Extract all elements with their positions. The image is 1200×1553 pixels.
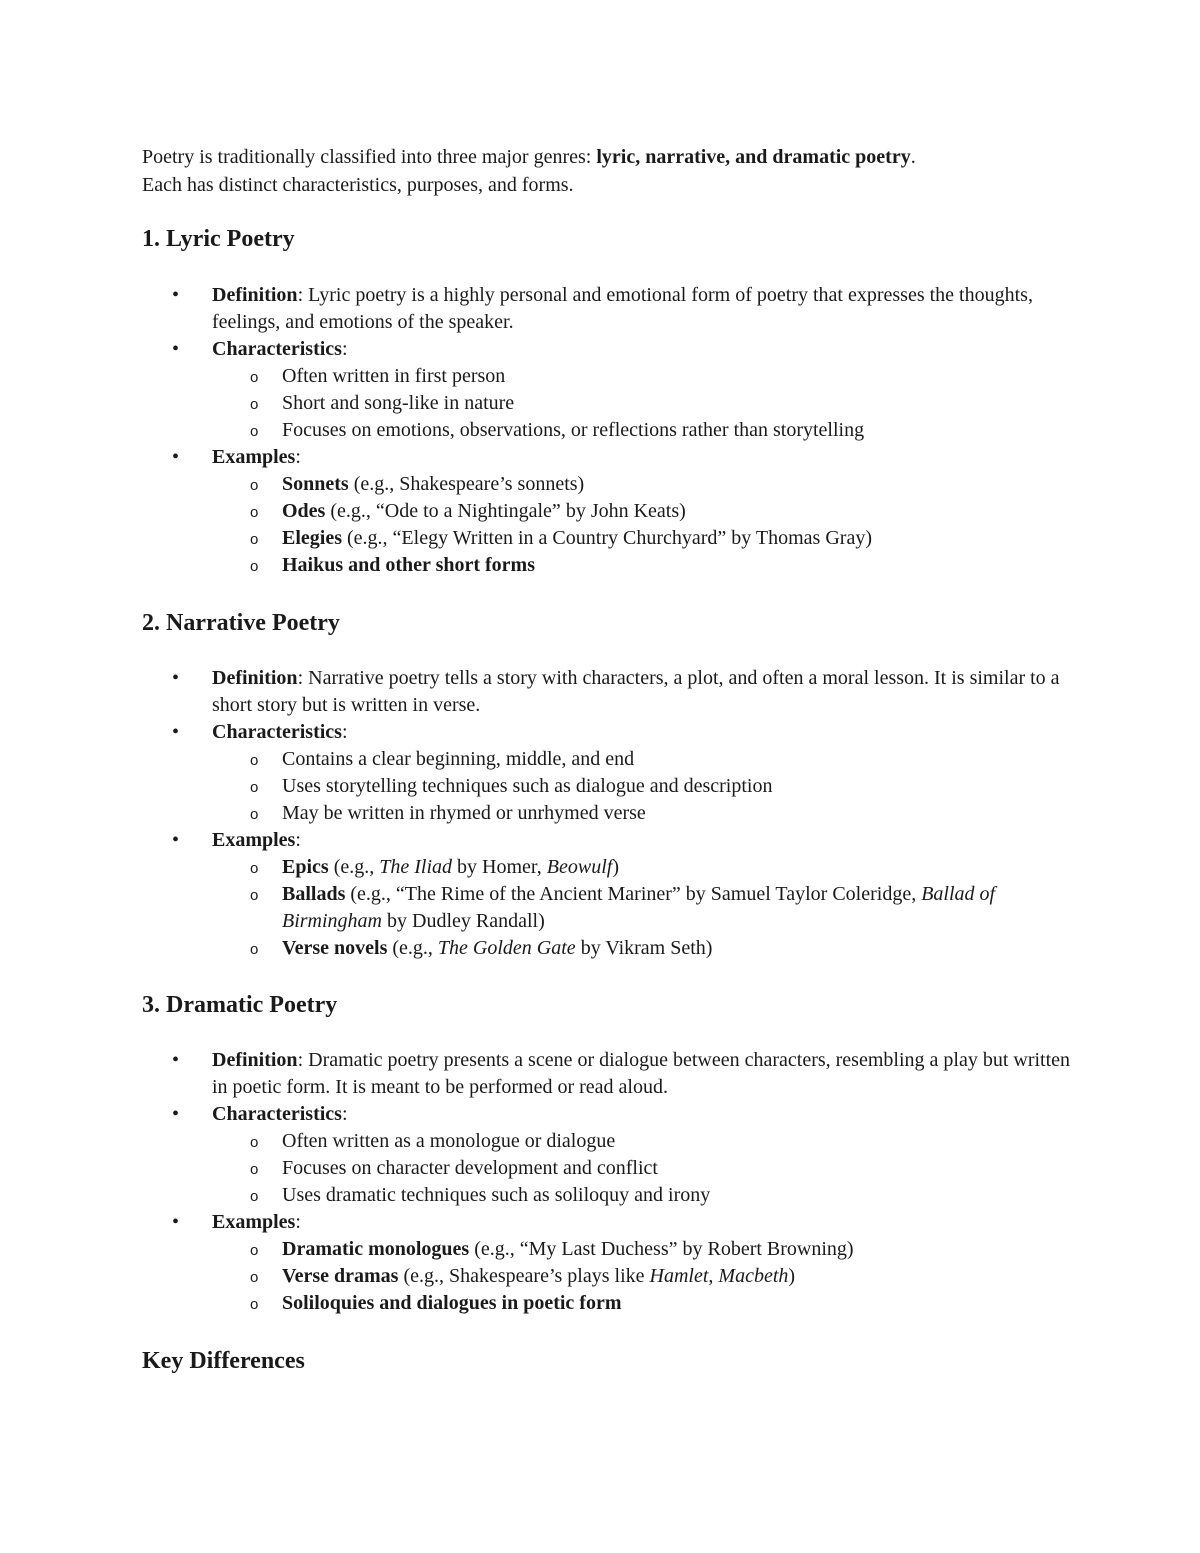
intro-line-1: Poetry is traditionally classified into three major genres: lyric, narrative, and dramatic poetry. xyxy=(142,146,916,168)
lyric-list xyxy=(142,282,1082,579)
list-item: o Haikus and other short forms xyxy=(142,552,1082,579)
list-item: o Focuses on emotions, observations, or reflections rather than storytelling xyxy=(142,417,1082,444)
narrative-examples: • Examples: o Epics (e.g., The Iliad by Homer, Beowulf) o Ballads (e.g., “The Rime of the Ancient Mariner” by Samuel Taylor Coleridge, Ballad of Birmingham by Dudley Randall) o Verse novels (e.g., The Golden Gate by Vikram Seth) xyxy=(142,827,1082,962)
list-item: o Focuses on character development and conflict xyxy=(142,1155,1082,1182)
narrative-heading: 2. Narrative Poetry xyxy=(142,610,340,636)
list-item: o Often written in first person xyxy=(142,363,1082,390)
list-item: o Dramatic monologues (e.g., “My Last Duchess” by Robert Browning) xyxy=(142,1236,1082,1263)
narrative-characteristics: • Characteristics: o Contains a clear beginning, middle, and end o Uses storytelling techniques such as dialogue and description o May be written in rhymed or unrhymed verse xyxy=(142,719,1082,827)
lyric-definition: • Definition: Lyric poetry is a highly personal and emotional form of poetry that expresses the thoughts, feelings, and emotions of the speaker. xyxy=(142,282,1082,336)
list-item: o Verse novels (e.g., The Golden Gate by Vikram Seth) xyxy=(142,935,1082,962)
intro-paragraph xyxy=(142,143,1082,199)
dramatic-heading: 3. Dramatic Poetry xyxy=(142,992,338,1018)
list-item: o Sonnets (e.g., Shakespeare’s sonnets) xyxy=(142,471,1082,498)
list-item: o Often written as a monologue or dialogue xyxy=(142,1128,1082,1155)
narrative-list xyxy=(142,665,1082,962)
list-item: o Verse dramas (e.g., Shakespeare’s plays like Hamlet, Macbeth) xyxy=(142,1263,1082,1290)
list-item: o Odes (e.g., “Ode to a Nightingale” by John Keats) xyxy=(142,498,1082,525)
list-item: o Elegies (e.g., “Elegy Written in a Country Churchyard” by Thomas Gray) xyxy=(142,525,1082,552)
lyric-heading: 1. Lyric Poetry xyxy=(142,226,295,252)
list-item: o May be written in rhymed or unrhymed verse xyxy=(142,800,1082,827)
intro-line-2: Each has distinct characteristics, purposes, and forms. xyxy=(142,174,574,196)
narrative-definition: • Definition: Narrative poetry tells a story with characters, a plot, and often a moral lesson. It is similar to a short story but is written in verse. xyxy=(142,665,1082,719)
list-item: o Soliloquies and dialogues in poetic form xyxy=(142,1290,1082,1317)
lyric-characteristics: • Characteristics: o Often written in first person o Short and song-like in nature o Focuses on emotions, observations, or reflections rather than storytelling xyxy=(142,336,1082,444)
genres-bold: lyric, narrative, and dramatic poetry xyxy=(596,146,911,168)
list-item: o Epics (e.g., The Iliad by Homer, Beowulf) xyxy=(142,854,1082,881)
lyric-examples: • Examples: o Sonnets (e.g., Shakespeare’s sonnets) o Odes (e.g., “Ode to a Nightingale” by John Keats) o Elegies (e.g., “Elegy Written in a Country Churchyard” by Thomas Gray) o Haikus and other short forms xyxy=(142,444,1082,579)
list-item: o Short and song-like in nature xyxy=(142,390,1082,417)
key-differences-heading: Key Differences xyxy=(142,1348,305,1374)
list-item: o Uses storytelling techniques such as dialogue and description xyxy=(142,773,1082,800)
dramatic-examples: • Examples: o Dramatic monologues (e.g., “My Last Duchess” by Robert Browning) o Verse dramas (e.g., Shakespeare’s plays like Hamlet, Macbeth) o Soliloquies and dialogues in poetic form xyxy=(142,1209,1082,1317)
dramatic-characteristics: • Characteristics: o Often written as a monologue or dialogue o Focuses on character development and conflict o Uses dramatic techniques such as soliloquy and irony xyxy=(142,1101,1082,1209)
list-item: o Ballads (e.g., “The Rime of the Ancient Mariner” by Samuel Taylor Coleridge, Ballad of Birmingham by Dudley Randall) xyxy=(142,881,1082,935)
dramatic-list xyxy=(142,1047,1082,1317)
list-item: o Contains a clear beginning, middle, and end xyxy=(142,746,1082,773)
list-item: o Uses dramatic techniques such as soliloquy and irony xyxy=(142,1182,1082,1209)
dramatic-definition: • Definition: Dramatic poetry presents a scene or dialogue between characters, resembling a play but written in poetic form. It is meant to be performed or read aloud. xyxy=(142,1047,1082,1101)
